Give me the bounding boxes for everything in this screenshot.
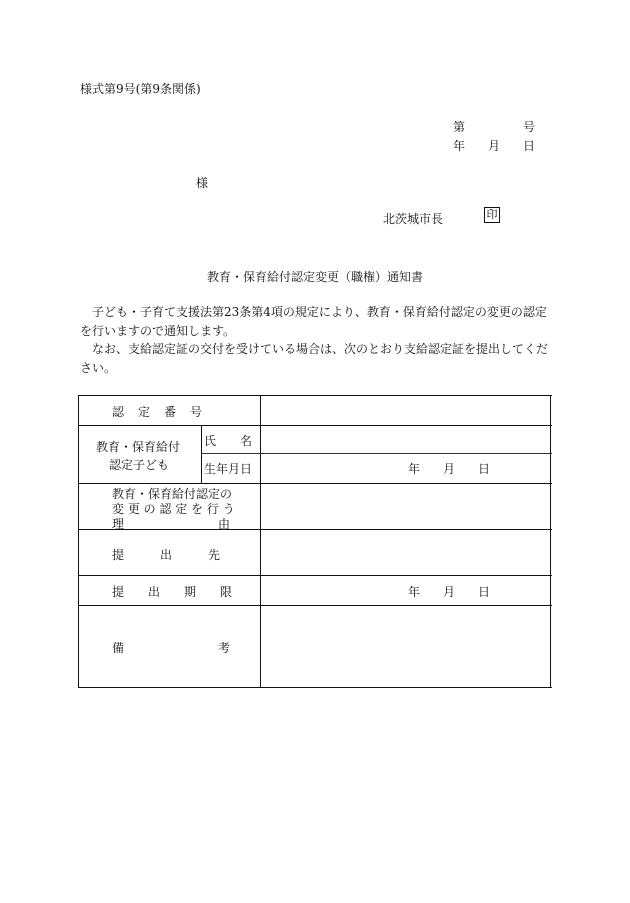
child-label-line2: 認定子ども (109, 458, 170, 472)
submit-to-label: 提 出 先 (112, 548, 221, 562)
table-column-divider (260, 395, 261, 688)
table-border-left (78, 395, 79, 688)
row-line-5 (78, 605, 552, 606)
child-birthdate-label: 生年月日 (204, 462, 253, 476)
notice-form-table (78, 395, 552, 688)
row-line-child-split (201, 453, 552, 454)
child-label-line1: 教育・保育給付 (96, 440, 181, 454)
birthdate-month: 月 (443, 462, 456, 476)
child-name-label: 氏 名 (204, 434, 253, 448)
document-title: 教育・保育給付認定変更（職権）通知書 (206, 270, 423, 284)
birthdate-day: 日 (478, 462, 491, 476)
cert-number-field[interactable] (262, 397, 548, 423)
issue-date-day: 日 (523, 139, 536, 153)
remarks-label-left: 備 (112, 641, 125, 655)
reason-label-line3-right: 由 (218, 517, 231, 531)
reason-label-line3-left: 理 (112, 517, 125, 531)
deadline-day: 日 (478, 585, 491, 599)
remarks-field[interactable] (262, 607, 548, 685)
table-border-bottom (78, 687, 552, 688)
deadline-year: 年 (408, 585, 421, 599)
row-line-1 (78, 425, 552, 426)
table-border-top (78, 395, 552, 396)
issue-date-year: 年 (453, 139, 466, 153)
addressee-honorific: 様 (196, 176, 209, 190)
row-line-4 (78, 575, 552, 576)
deadline-month: 月 (443, 585, 456, 599)
notice-paragraph-2: なお、支給認定証の交付を受けている場合は、次のとおり支給認定証を提出してください。 (80, 342, 549, 375)
birthdate-year: 年 (408, 462, 421, 476)
reason-field[interactable] (262, 485, 548, 527)
issuer-name: 北茨城市長 (383, 212, 444, 226)
row-line-3 (78, 529, 552, 530)
table-subcolumn-divider (201, 425, 202, 483)
remarks-label-right: 考 (218, 641, 231, 655)
seal-stamp-box: 印 (484, 207, 500, 223)
document-number-prefix: 第 (453, 120, 466, 134)
row-line-2 (78, 483, 552, 484)
child-name-field[interactable] (262, 427, 548, 451)
cert-number-label: 認 定 番 号 (112, 405, 204, 419)
deadline-label: 提 出 期 限 (112, 585, 233, 599)
form-number-label: 様式第9号(第9条関係) (80, 82, 201, 96)
reason-label-line2: 変 更 の 認 定 を 行 う (112, 502, 235, 516)
submit-to-field[interactable] (262, 531, 548, 573)
reason-label-line1: 教育・保育給付認定の (112, 487, 233, 501)
issue-date-month: 月 (488, 139, 501, 153)
table-border-right (550, 395, 551, 688)
notice-paragraph-1: 子ども・子育て支援法第23条第4項の規定により、教育・保育給付認定の変更の認定を行いますので通知します。 (80, 305, 547, 338)
document-number-suffix: 号 (523, 120, 536, 134)
